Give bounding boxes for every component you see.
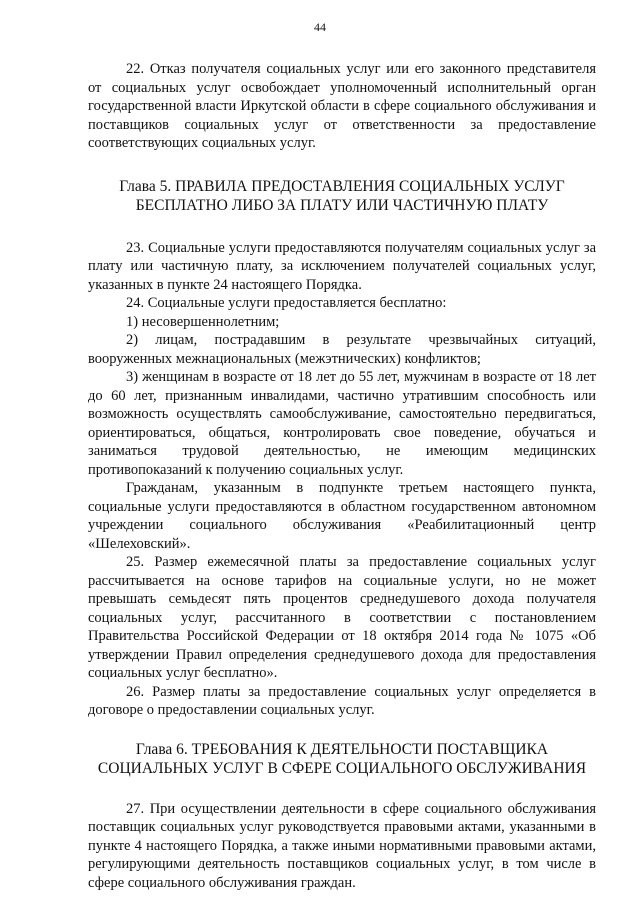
paragraph-24-item-1: 1) несовершеннолетним;: [126, 313, 280, 330]
chapter-5-title-line-1: Глава 5. ПРАВИЛА ПРЕДОСТАВЛЕНИЯ СОЦИАЛЬНЫХ УСЛУГ: [119, 177, 565, 195]
document-body: [88, 60, 596, 892]
chapter-5-title-line-2: БЕСПЛАТНО ЛИБО ЗА ПЛАТУ ИЛИ ЧАСТИЧНУЮ ПЛАТУ: [135, 196, 549, 214]
chapter-6-title-line-1: Глава 6. ТРЕБОВАНИЯ К ДЕЯТЕЛЬНОСТИ ПОСТАВЩИКА: [135, 740, 549, 758]
page-number: 44: [314, 20, 326, 34]
paragraph-24-note: Гражданам, указанным в подпункте третьем настоящего пункта, социальные услуги предоставляются в областном государственном автономном учреждении социального обслуживания «Реабилитационный центр «Шелеховский».: [88, 480, 596, 552]
paragraph-24: 24. Социальные услуги предоставляется бесплатно:: [126, 295, 447, 311]
paragraph-26: 26. Размер платы за предоставление социальных услуг определяется в договоре о предоставлении социальных услуг.: [88, 683, 596, 718]
paragraph-22: 22. Отказ получателя социальных услуг или его законного представителя от социальных услуг освобождает уполномоченный исполнительный орган государственной власти Иркутской области в сфере социального обслуживания и поставщиков социальных услуг от ответственности за предоставление соответствующих социальных услуг.: [88, 61, 596, 151]
chapter-5-heading: [88, 177, 596, 215]
chapter-6-title-line-2: СОЦИАЛЬНЫХ УСЛУГ В СФЕРЕ СОЦИАЛЬНОГО ОБСЛУЖИВАНИЯ: [97, 759, 587, 777]
paragraph-27: 27. При осуществлении деятельности в сфере социального обслуживания поставщик социальных услуг руководствуется правовыми актами, указанными в пункте 4 настоящего Порядка, а также иными нормативными правовыми актами, регулирующими деятельность поставщиков социальных услуг, в том числе в сфере социального обслуживания граждан.: [88, 800, 596, 891]
paragraph-24-item-3: 3) женщинам в возрасте от 18 лет до 55 лет, мужчинам в возрасте от 18 лет до 60 лет, признанным инвалидами, частично утратившим способность или возможность осуществлять самообслуживание, самостоятельно передвигаться, ориентироваться, общаться, контролировать свое поведение, обучаться и заниматься трудовой деятельностью, не имеющим медицинских противопоказаний к получению социальных услуг.: [88, 369, 596, 478]
paragraph-24-item-2: 2) лицам, пострадавшим в результате чрезвычайных ситуаций, вооруженных межнациональных (межэтнических) конфликтов;: [88, 332, 596, 367]
paragraph-23: 23. Социальные услуги предоставляются получателям социальных услуг за плату или частичную плату, за исключением получателей социальных услуг, указанных в пункте 24 настоящего Порядка.: [88, 239, 596, 293]
paragraph-25: 25. Размер ежемесячной платы за предоставление социальных услуг рассчитывается на основе тарифов на социальные услуги, но не может превышать семьдесят пять процентов среднедушевого дохода получателя социальных услуг, рассчитанного в соответствии с постановлением Правительства Российской Федерации от 18 октября 2014 года № 1075 «Об утверждении Правил определения среднедушевого дохода для предоставления социальных услуг бесплатно».: [88, 554, 596, 681]
chapter-6-heading: [88, 740, 596, 778]
